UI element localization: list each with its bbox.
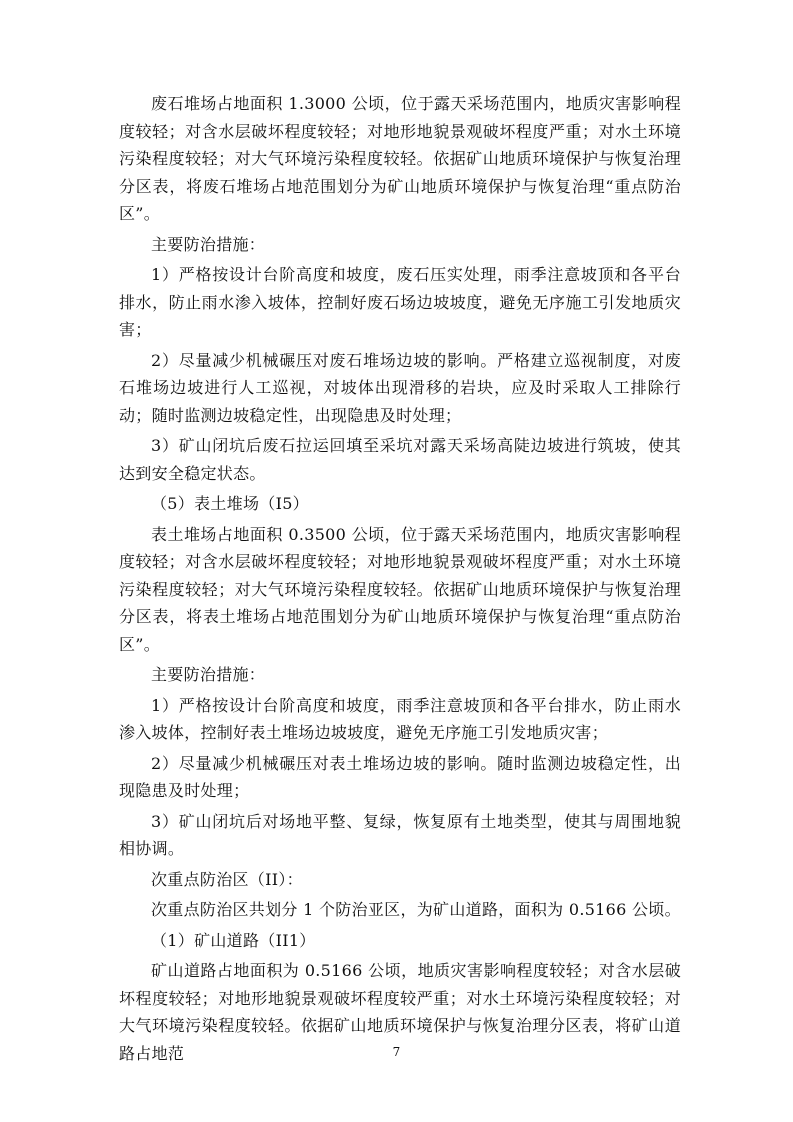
document-body (119, 90, 681, 1070)
paragraph-topsoil-measure-2: 2）尽量减少机械碾压对表土堆场边坡的影响。随时监测边坡稳定性，出现隐患及时处理； (119, 753, 681, 800)
paragraph-topsoil-yard-summary: 表土堆场占地面积 0.3500 公顷，位于露天采场范围内，地质灾害影响程度较轻；对含水层破坏程度较轻；对地形地貌景观破坏程度严重；对水土环境污染程度较轻；对大气环境污染程度较轻。依据矿山地质环境保护与恢复治理分区表，将表土堆场占地范围划分为矿山地质环境保护与恢复治理“重点防治区”。 (119, 524, 681, 654)
paragraph-waste-rock-yard-summary: 废石堆场占地面积 1.3000 公顷，位于露天采场范围内，地质灾害影响程度较轻；对含水层破坏程度较轻；对地形地貌景观破坏程度严重；对水土环境污染程度较轻；对大气环境污染程度较轻。依据矿山地质环境保护与恢复治理分区表，将废石堆场占地范围划分为矿山地质环境保护与恢复治理“重点防治区”。 (119, 94, 681, 223)
paragraph-mine-road-summary: 矿山道路占地面积为 0.5166 公顷，地质灾害影响程度较轻；对含水层破坏程度较轻；对地形地貌景观破坏程度较严重；对水土环境污染程度较轻；对大气环境污染程度较轻。依据矿山地质环境保护与恢复治理分区表，将矿山道路占地范 (119, 961, 681, 1063)
paragraph-waste-rock-measure-1: 1）严格按设计台阶高度和坡度，废石压实处理，雨季注意坡顶和各平台排水，防止雨水渗入坡体，控制好废石场边坡坡度，避免无序施工引发地质灾害； (119, 265, 681, 339)
paragraph-main-measures-heading: 主要防治措施： (151, 234, 266, 254)
paragraph-waste-rock-measure-2: 2）尽量减少机械碾压对废石堆场边坡的影响。严格建立巡视制度，对废石堆场边坡进行人工巡视，对坡体出现滑移的岩块，应及时采取人工排除行动；随时监测边坡稳定性，出现隐患及时处理； (119, 350, 681, 425)
paragraph-secondary-zone-summary: 次重点防治区共划分 1 个防治亚区，为矿山道路，面积为 0.5166 公顷。 (151, 900, 681, 919)
paragraph-topsoil-measure-1: 1）严格按设计台阶高度和坡度，雨季注意坡顶和各平台排水，防止雨水渗入坡体，控制好表土堆场边坡坡度，避免无序施工引发地质灾害； (119, 695, 681, 742)
paragraph-topsoil-measure-3: 3）矿山闭坑后对场地平整、复绿，恢复原有土地类型，使其与周围地貌相协调。 (119, 811, 681, 858)
paragraph-waste-rock-measure-3: 3）矿山闭坑后废石拉运回填至采坑对露天采场高陡边坡进行筑坡，使其达到安全稳定状态。 (119, 436, 681, 483)
page-number: 7 (392, 1045, 401, 1059)
section-heading-mine-road: （1）矿山道路（II1） (151, 930, 316, 950)
section-heading-topsoil-yard: （5）表土堆场（I5） (151, 494, 309, 513)
section-heading-secondary-zone: 次重点防治区（II）： (151, 869, 303, 889)
paragraph-main-measures-heading-2: 主要防治措施： (151, 665, 266, 684)
